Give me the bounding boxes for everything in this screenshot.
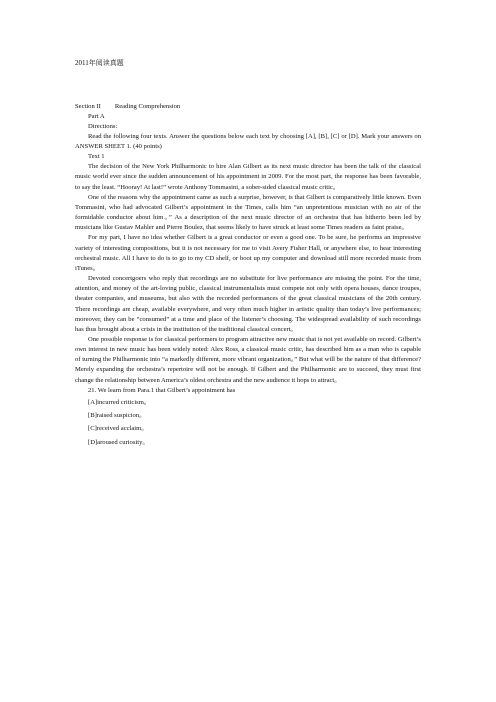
option-d: [D]aroused curiosity。 [88,438,149,446]
directions-text: Read the following four texts. Answer the questions below each text by choosing [A], [B], [C] or [D]. Mark your answers on ANSWER SHEET 1. (40 points) [75,133,421,151]
directions-label: Directions: [88,123,118,130]
paragraph-5: One possible response is for classical performers to program attractive new music that is not yet available on record. Gilbert’s own interest in new music has been widely noted: Alex Ross, a classical music critic, has described him as a man who is capable of turning the Philharmonic into “a markedly different, more vibrant organization。” But what will be the nature of that difference? Merely expanding the orchestra’s repertoire will not be enough. If Gilbert and the Philharmonic are to succeed, they must first change the relationship between America’s oldest orchestra and the new audience it hops to attract。 [75,335,421,384]
part-label: Part A [88,113,105,120]
option-c: [C]received acclaim。 [88,425,148,433]
paragraph-1: The decision of the New York Philharmonic to hire Alan Gilbert as its next music director has been the talk of the classical music world ever since the sudden announcement of his appointment in 2009. For the most part, the response has been favorable, to say the least. “Hooray! At last!” wrote Anthony Tommasini, a sober-sided classical music critic。 [75,163,421,191]
document-title: 2011年阅读真题 [75,59,124,67]
section-name: Reading Comprehension [114,103,181,110]
option-a: [A]incurred criticism。 [88,398,151,406]
document-page [75,58,421,449]
paragraph-2: One of the reasons why the appointment came as such a surprise, however, is that Gilbert is comparatively little known. Even Tommasini, who had advocated Gilbert’s appointment in the Times, calls him “an unpretentious musician with no air of the formidable conductor about him。” As a description of the next music director of an orchestra that has hitherto been led by musicians like Gustav Mahler and Pierre Boulez, that seems likely to have struck at least some Times readers as faint praise。 [75,193,421,232]
paragraph-4: Devoted concertgoers who reply that recordings are no substitute for live performance are missing the point. For the time, attention, and money of the art-loving public, classical instrumentalists must compete not only with opera houses, dance troupes, theater companies, and museums, but also with the recorded performances of the great classical musicians of the 20th century. There recordings are cheap, available everywhere, and very often much higher in artistic quality than today’s live performances; moreover, they can be “consumed” at a time and place of the listener’s choosing. The widespread availability of such recordings has thus brought about a crisis in the institution of the traditional classical concert。 [75,275,421,333]
section-heading [75,102,421,112]
text-label: Text 1 [88,153,105,161]
question-21: 21. We learn from Para.1 that Gilbert’s appointment has [88,386,236,394]
paragraph-3: For my part, I have no idea whether Gilbert is a great conductor or even a good one. To be sure, he performs an impressive variety of interesting compositions, but it is not necessary for me to visit Avery Fisher Hall, or anywhere else, to hear interesting orchestral music. All I have to do is to go to my CD shelf, or boot up my computer and download still more recorded music from iTunes。 [75,234,421,272]
option-b: [B]raised suspicion。 [88,412,146,420]
section-number: Section II [75,103,101,110]
